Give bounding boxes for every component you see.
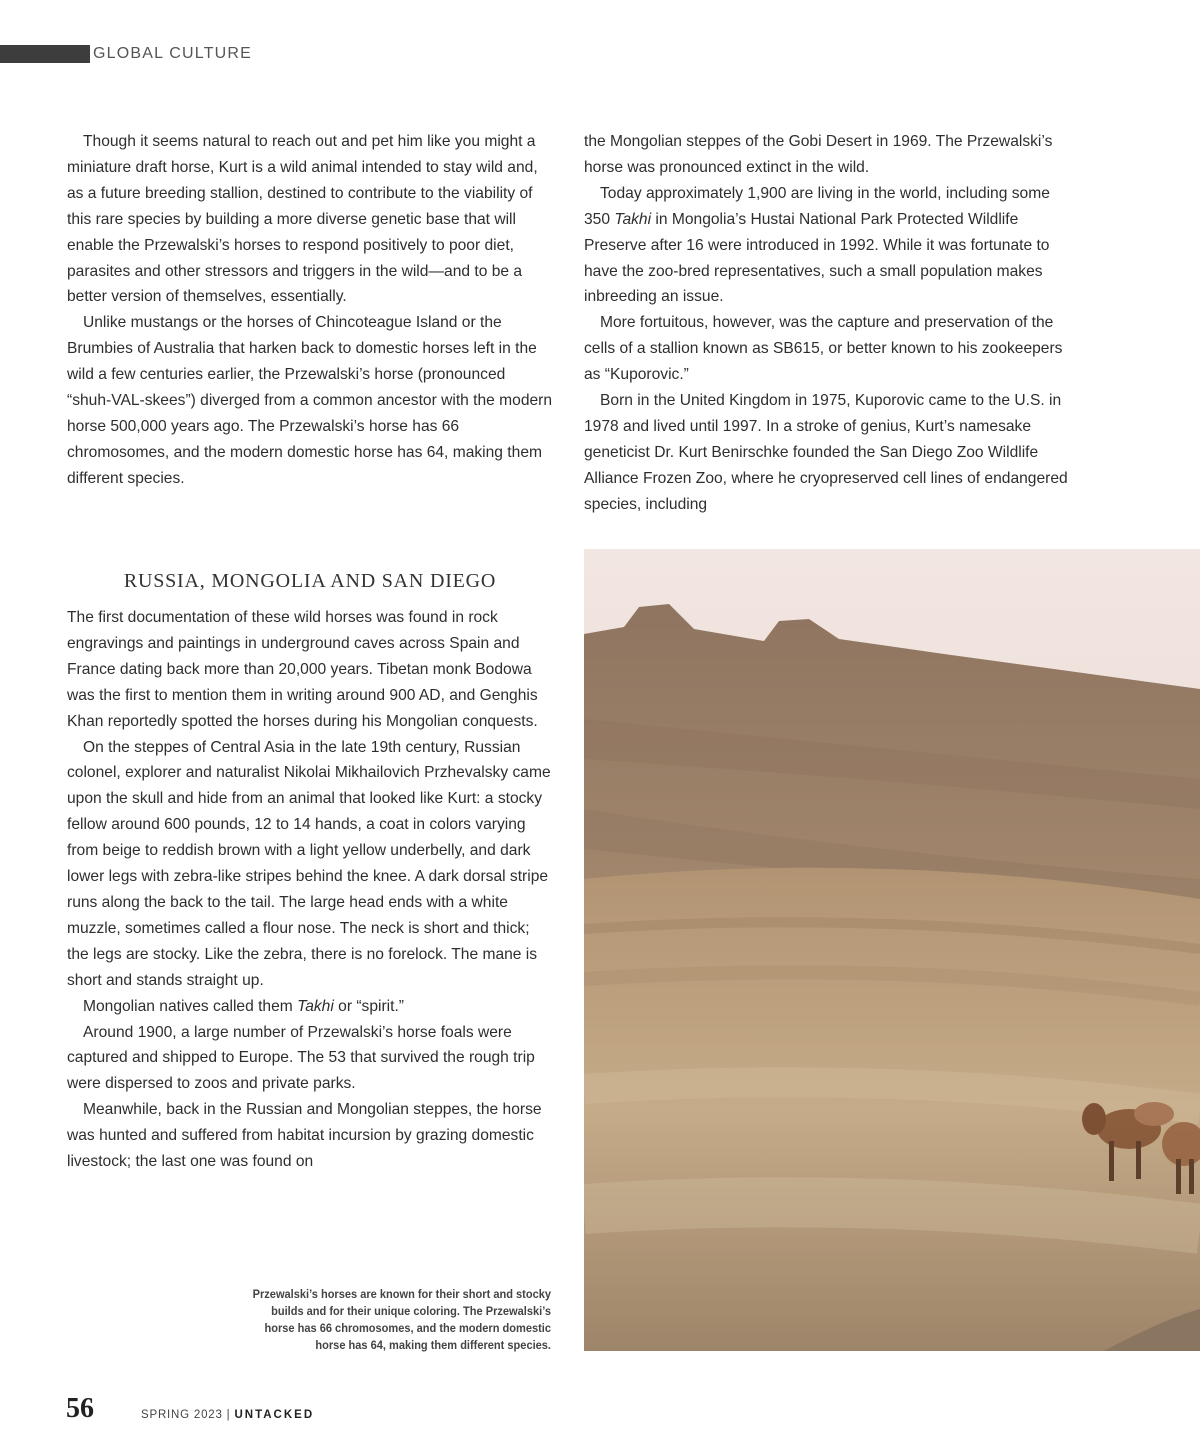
paragraph: Today approximately 1,900 are living in the world, including some 350 Takhi in Mongolia’s Hustai National Park Protected Wildlife Preserve after 16 were introduced in 1992. While it was fortunate to have the zoo-bred representatives, such a small population makes inbreeding an issue. bbox=[584, 184, 1050, 306]
paragraph: Though it seems natural to reach out and pet him like you might a miniature draft horse, Kurt is a wild animal intended to stay wild and, as a future breeding stallion, destined to contribute to the viability of this rare species by building a more diverse genetic base that will enable the Przewalski’s horses to respond positively to poor diet, parasites and other stressors and triggers in the wild—and to be a better version of themselves, essentially. bbox=[67, 133, 538, 306]
issue-separator: | bbox=[226, 1409, 231, 1421]
issue-date: SPRING 2023 bbox=[141, 1409, 223, 1421]
intro-left-column bbox=[67, 129, 553, 492]
paragraph: Unlike mustangs or the horses of Chincoteague Island or the Brumbies of Australia that harken back to domestic horses left in the wild a few centuries earlier, the Przewalski’s horse (pronounced “shuh-VAL-skees”) diverged from a common ancestor with the modern horse 500,000 years ago. The Przewalski’s horse has 66 chromosomes, and the modern domestic horse has 64, making them different species. bbox=[67, 314, 553, 487]
paragraph: The first documentation of these wild horses was found in rock engravings and paintings in underground caves across Spain and France dating back more than 20,000 years. Tibetan monk Bodowa was the first to mention them in writing around 900 AD, and Genghis Khan reportedly spotted the horses during his Mongolian conquests. bbox=[67, 609, 538, 730]
paragraph: More fortuitous, however, was the capture and preservation of the cells of a stallion known as SB615, or better known to his zookeepers as “Kuporovic.” bbox=[584, 314, 1063, 384]
section2-column bbox=[67, 605, 553, 1175]
paragraph: On the steppes of Central Asia in the late 19th century, Russian colonel, explorer and naturalist Nikolai Mikhailovich Przhevalsky came upon the skull and hide from an animal that looked like Kurt: a stocky fellow around 600 pounds, 12 to 14 hands, a coat in colors varying from beige to reddish brown with a light yellow underbelly, and dark lower legs with zebra-like stripes behind the knee. A dark dorsal stripe runs along the back to the tail. The large head ends with a white muzzle, sometimes called a flour nose. The neck is short and thick; the legs are stocky. Like the zebra, there is no forelock. The mane is short and stands straight up. bbox=[67, 738, 551, 989]
paragraph: Around 1900, a large number of Przewalski’s horse foals were captured and shipped to Europe. The 53 that survived the rough trip were dispersed to zoos and private parks. bbox=[67, 1023, 535, 1093]
italic-term: Takhi bbox=[297, 997, 334, 1015]
paragraph: Meanwhile, back in the Russian and Mongolian steppes, the horse was hunted and suffered from habitat incursion by grazing domestic livestock; the last one was found on bbox=[67, 1101, 542, 1171]
section-label: GLOBAL CULTURE bbox=[93, 45, 253, 62]
steppe-horses-photo bbox=[584, 549, 1200, 1351]
page-number: 56 bbox=[66, 1393, 94, 1424]
issue-line bbox=[141, 1409, 314, 1421]
italic-term: Takhi bbox=[614, 210, 652, 228]
photo-caption: Przewalski’s horses are known for their short and stocky builds and for their unique coloring. The Przewalski’s horse has 66 chromosomes, and the modern domestic horse has 64, making them different species. bbox=[252, 1287, 552, 1352]
magazine-name: UNTACKED bbox=[234, 1409, 315, 1421]
intro-right-column bbox=[584, 129, 1072, 518]
paragraph: Born in the United Kingdom in 1975, Kuporovic came to the U.S. in 1978 and lived until 1997. In a stroke of genius, Kurt’s namesake geneticist Dr. Kurt Benirschke founded the San Diego Zoo Wildlife Alliance Frozen Zoo, where he cryopreserved cell lines of endangered species, including bbox=[584, 392, 1068, 513]
section-heading: RUSSIA, MONGOLIA AND SAN DIEGO bbox=[123, 570, 497, 592]
paragraph: the Mongolian steppes of the Gobi Desert in 1969. The Przewalski’s horse was pronounced extinct in the wild. bbox=[584, 133, 1053, 176]
section-marker-bar bbox=[0, 45, 90, 63]
paragraph: Mongolian natives called them Takhi or “spirit.” bbox=[83, 997, 404, 1015]
